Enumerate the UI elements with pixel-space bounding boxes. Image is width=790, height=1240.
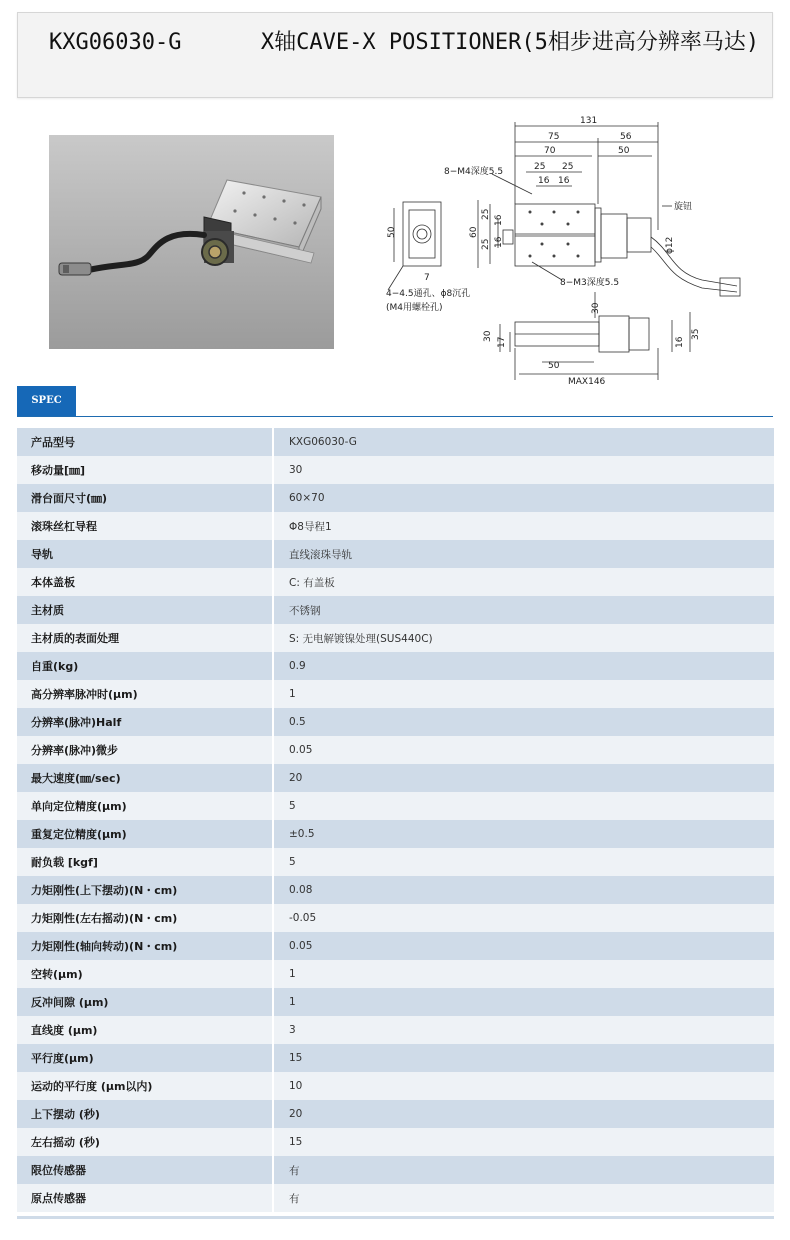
product-title: KXG06030-G X轴CAVE-X POSITIONER(5相步进高分辨率马达) — [49, 30, 760, 55]
spec-label: 直线度 (μm) — [17, 1016, 273, 1044]
spec-label: 滚珠丝杠导程 — [17, 512, 273, 540]
dimension-drawing — [372, 112, 762, 390]
spec-value: 1 — [273, 960, 774, 988]
dim-7: 7 — [424, 273, 430, 283]
table-row — [17, 764, 774, 792]
label-max: MAX146 — [568, 377, 606, 387]
spec-value: 0.9 — [273, 652, 774, 680]
table-row — [17, 1128, 774, 1156]
spec-value: 10 — [273, 1072, 774, 1100]
spec-label: 力矩刚性(上下摆动)(N・cm) — [17, 876, 273, 904]
table-footer — [17, 1216, 774, 1219]
spec-table — [17, 428, 774, 1212]
table-row — [17, 988, 774, 1016]
spec-value: 3 — [273, 1016, 774, 1044]
spec-label: 单向定位精度(μm) — [17, 792, 273, 820]
dim-dia12: ϕ12 — [665, 236, 675, 254]
table-row — [17, 736, 774, 764]
table-row — [17, 540, 774, 568]
label-bolt: (M4用螺栓孔) — [386, 303, 443, 313]
spec-value: 5 — [273, 792, 774, 820]
spec-value: C: 有盖板 — [273, 568, 774, 596]
table-row — [17, 708, 774, 736]
dim-25-c: 25 — [481, 208, 491, 220]
spec-label: 最大速度(㎜/sec) — [17, 764, 273, 792]
dim-16-side: 16 — [675, 336, 685, 348]
label-knob: 旋钮 — [674, 202, 693, 212]
spec-value: 15 — [273, 1044, 774, 1072]
spec-value: 5 — [273, 848, 774, 876]
tab-spec[interactable]: SPEC — [17, 386, 76, 416]
dim-60: 60 — [469, 226, 479, 238]
label-m4: 8−M4深度5.5 — [444, 167, 504, 177]
spec-value: Φ8导程1 — [273, 512, 774, 540]
table-row — [17, 904, 774, 932]
dim-25-d: 25 — [481, 238, 491, 250]
table-row — [17, 652, 774, 680]
spec-label: 主材质 — [17, 596, 273, 624]
table-row — [17, 848, 774, 876]
spec-label: 力矩刚性(轴向转动)(N・cm) — [17, 932, 273, 960]
label-m3: 8−M3深度5.5 — [560, 278, 620, 288]
spec-label: 原点传感器 — [17, 1184, 273, 1212]
spec-value: 有 — [273, 1156, 774, 1184]
table-row — [17, 792, 774, 820]
spec-value: 0.5 — [273, 708, 774, 736]
spec-value: 不锈钢 — [273, 596, 774, 624]
spec-label: 移动量[㎜] — [17, 456, 273, 484]
table-row — [17, 624, 774, 652]
dim-50-left: 50 — [387, 226, 397, 238]
dim-35: 35 — [691, 328, 701, 340]
spec-value: 0.05 — [273, 932, 774, 960]
spec-value: 有 — [273, 1184, 774, 1212]
spec-label: 反冲间隙 (μm) — [17, 988, 273, 1016]
table-row — [17, 456, 774, 484]
product-photo — [49, 135, 334, 349]
table-row — [17, 428, 774, 456]
spec-value: S: 无电解镀镍处理(SUS440C) — [273, 624, 774, 652]
spec-label: 高分辨率脉冲时(μm) — [17, 680, 273, 708]
spec-label: 分辨率(脉冲)微步 — [17, 736, 273, 764]
spec-label: 自重(kg) — [17, 652, 273, 680]
dim-30-b: 30 — [483, 330, 493, 342]
spec-value: 0.08 — [273, 876, 774, 904]
spec-value: 15 — [273, 1128, 774, 1156]
spec-label: 导轨 — [17, 540, 273, 568]
spec-value: 20 — [273, 1100, 774, 1128]
table-row — [17, 932, 774, 960]
table-row — [17, 876, 774, 904]
table-row — [17, 1156, 774, 1184]
spec-value: ±0.5 — [273, 820, 774, 848]
spec-value: -0.05 — [273, 904, 774, 932]
dim-75: 75 — [548, 132, 560, 142]
label-holes: 4−4.5通孔、ϕ8沉孔 — [386, 289, 471, 299]
dim-70: 70 — [544, 146, 556, 156]
dim-16-d: 16 — [494, 236, 504, 248]
dim-131: 131 — [580, 116, 598, 126]
spec-value: 1 — [273, 680, 774, 708]
dim-30-a: 30 — [591, 302, 601, 314]
spec-value: 1 — [273, 988, 774, 1016]
dim-16-a: 16 — [538, 176, 550, 186]
spec-label: 空转(μm) — [17, 960, 273, 988]
spec-label: 耐负载 [kgf] — [17, 848, 273, 876]
spec-value: 30 — [273, 456, 774, 484]
tab-bar — [17, 386, 773, 417]
spec-label: 滑台面尺寸(㎜) — [17, 484, 273, 512]
table-row — [17, 1184, 774, 1212]
spec-value: KXG06030-G — [273, 428, 774, 456]
spec-label: 产品型号 — [17, 428, 273, 456]
spec-label: 力矩刚性(左右摇动)(N・cm) — [17, 904, 273, 932]
spec-label: 运动的平行度 (μm以内) — [17, 1072, 273, 1100]
spec-label: 上下摆动 (秒) — [17, 1100, 273, 1128]
spec-label: 限位传感器 — [17, 1156, 273, 1184]
spec-value: 20 — [273, 764, 774, 792]
table-row — [17, 1044, 774, 1072]
spec-value: 0.05 — [273, 736, 774, 764]
spec-label: 重复定位精度(μm) — [17, 820, 273, 848]
dim-17: 17 — [497, 336, 507, 348]
table-row — [17, 484, 774, 512]
table-row — [17, 680, 774, 708]
spec-label: 分辨率(脉冲)Half — [17, 708, 273, 736]
table-row — [17, 512, 774, 540]
dim-50-top: 50 — [618, 146, 630, 156]
dim-25-b: 25 — [562, 162, 574, 172]
table-row — [17, 1100, 774, 1128]
title-box — [17, 12, 773, 98]
dim-50-side: 50 — [548, 361, 560, 371]
spec-value: 60×70 — [273, 484, 774, 512]
table-row — [17, 820, 774, 848]
table-row — [17, 1016, 774, 1044]
spec-value: 直线滚珠导轨 — [273, 540, 774, 568]
spec-label: 左右摇动 (秒) — [17, 1128, 273, 1156]
spec-label: 本体盖板 — [17, 568, 273, 596]
spec-label: 平行度(μm) — [17, 1044, 273, 1072]
table-row — [17, 568, 774, 596]
dim-25-a: 25 — [534, 162, 546, 172]
table-row — [17, 1072, 774, 1100]
dim-16-c: 16 — [494, 214, 504, 226]
dim-56: 56 — [620, 132, 632, 142]
table-row — [17, 596, 774, 624]
spec-label: 主材质的表面处理 — [17, 624, 273, 652]
table-row — [17, 960, 774, 988]
dim-16-b: 16 — [558, 176, 570, 186]
